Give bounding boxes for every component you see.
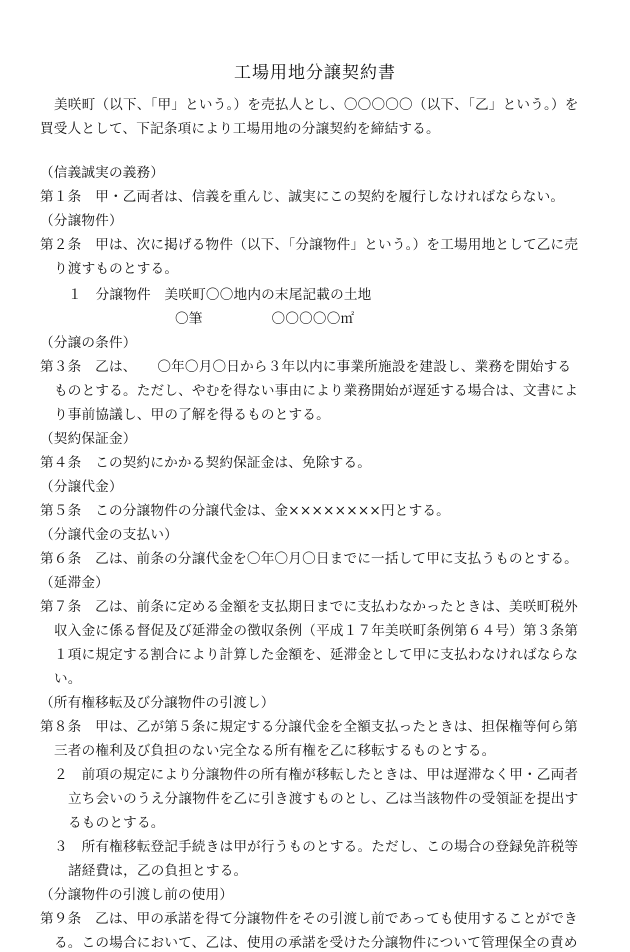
article-text: 第９条 乙は、甲の承諾を得て分譲物件をその引渡し前であっても使用することができ xyxy=(40,911,578,927)
clause-text: い。 xyxy=(54,671,82,687)
clause-text: 諸経費は，乙の負担とする。 xyxy=(68,863,248,879)
clause-text: るものとする。 xyxy=(68,815,165,831)
clause-text: ３ 所有権移転登記手続きは甲が行うものとする。ただし、この場合の登録免許税等 xyxy=(54,839,579,855)
article-heading: （分譲代金） xyxy=(40,479,123,495)
preamble-text: 買受人として、下記条項により工場用地の分譲契約を締結する。 xyxy=(40,121,440,137)
article-text: 第４条 この契約にかかる契約保証金は、免除する。 xyxy=(40,455,372,471)
article-text: 第３条 乙は、 〇年〇月〇日から３年以内に事業所施設を建設し、業務を開始する xyxy=(40,359,572,375)
article-heading: （分譲代金の支払い） xyxy=(40,527,178,543)
clause-text: る。この場合において、乙は、使用の承諾を受けた分譲物件について管理保全の責め xyxy=(54,935,578,951)
clause-text: 収入金に係る督促及び延滞金の徴収条例（平成１７年美咲町条例第６４号）第３条第 xyxy=(54,623,579,639)
article-heading: （契約保証金） xyxy=(40,431,137,447)
clause-text: 三者の権利及び負担のない完全なる所有権を乙に移転するものとする。 xyxy=(54,743,496,759)
clause-text: 立ち会いのうえ分譲物件を乙に引き渡すものとし、乙は当該物件の受領証を提出す xyxy=(68,791,579,807)
article-heading: （分譲の条件） xyxy=(40,335,137,351)
article-text: 第８条 甲は、乙が第５条に規定する分譲代金を全額支払ったときは、担保権等何ら第 xyxy=(40,719,578,735)
clause-text: 〇筆 〇〇〇〇〇㎡ xyxy=(175,311,355,327)
article-heading: （所有権移転及び分譲物件の引渡し） xyxy=(40,695,275,711)
article-text: 第１条 甲・乙両者は、信義を重んじ、誠実にこの契約を履行しなければならない。 xyxy=(40,189,565,205)
clause-text: ものとする。ただし、やむを得ない事由により業務開始が遅延する場合は、文書によ xyxy=(54,383,579,399)
document-title: 工場用地分譲契約書 xyxy=(234,63,396,83)
article-heading: （分譲物件の引渡し前の使用） xyxy=(40,887,234,903)
clause-text: ２ 前項の規定により分譲物件の所有権が移転したときは、甲は遅滞なく甲・乙両者 xyxy=(54,767,579,783)
preamble-text: 美咲町（以下、「甲」という。）を売払人とし、〇〇〇〇〇（以下、「乙」という。）を xyxy=(54,97,579,113)
article-heading: （延滞金） xyxy=(40,575,109,591)
article-text: 第２条 甲は、次に掲げる物件（以下、「分譲物件」という。）を工場用地として乙に売 xyxy=(40,237,579,253)
article-heading: （信義誠実の義務） xyxy=(40,165,165,181)
clause-text: り渡すものとする。 xyxy=(54,261,179,277)
clause-text: １ 分譲物件 美咲町〇〇地内の末尾記載の土地 xyxy=(68,287,372,303)
clause-text: り事前協議し、甲の了解を得るものとする。 xyxy=(54,407,330,423)
clause-text: １項に規定する割合により計算した金額を、延滞金として甲に支払わなければならな xyxy=(54,647,579,663)
article-text: 第５条 この分譲物件の分譲代金は、金××××××××円とする。 xyxy=(40,503,450,519)
article-text: 第６条 乙は、前条の分譲代金を〇年〇月〇日までに一括して甲に支払うものとする。 xyxy=(40,551,578,567)
article-heading: （分譲物件） xyxy=(40,213,123,229)
article-text: 第７条 乙は、前条に定める金額を支払期日までに支払わなかったときは、美咲町税外 xyxy=(40,599,578,615)
